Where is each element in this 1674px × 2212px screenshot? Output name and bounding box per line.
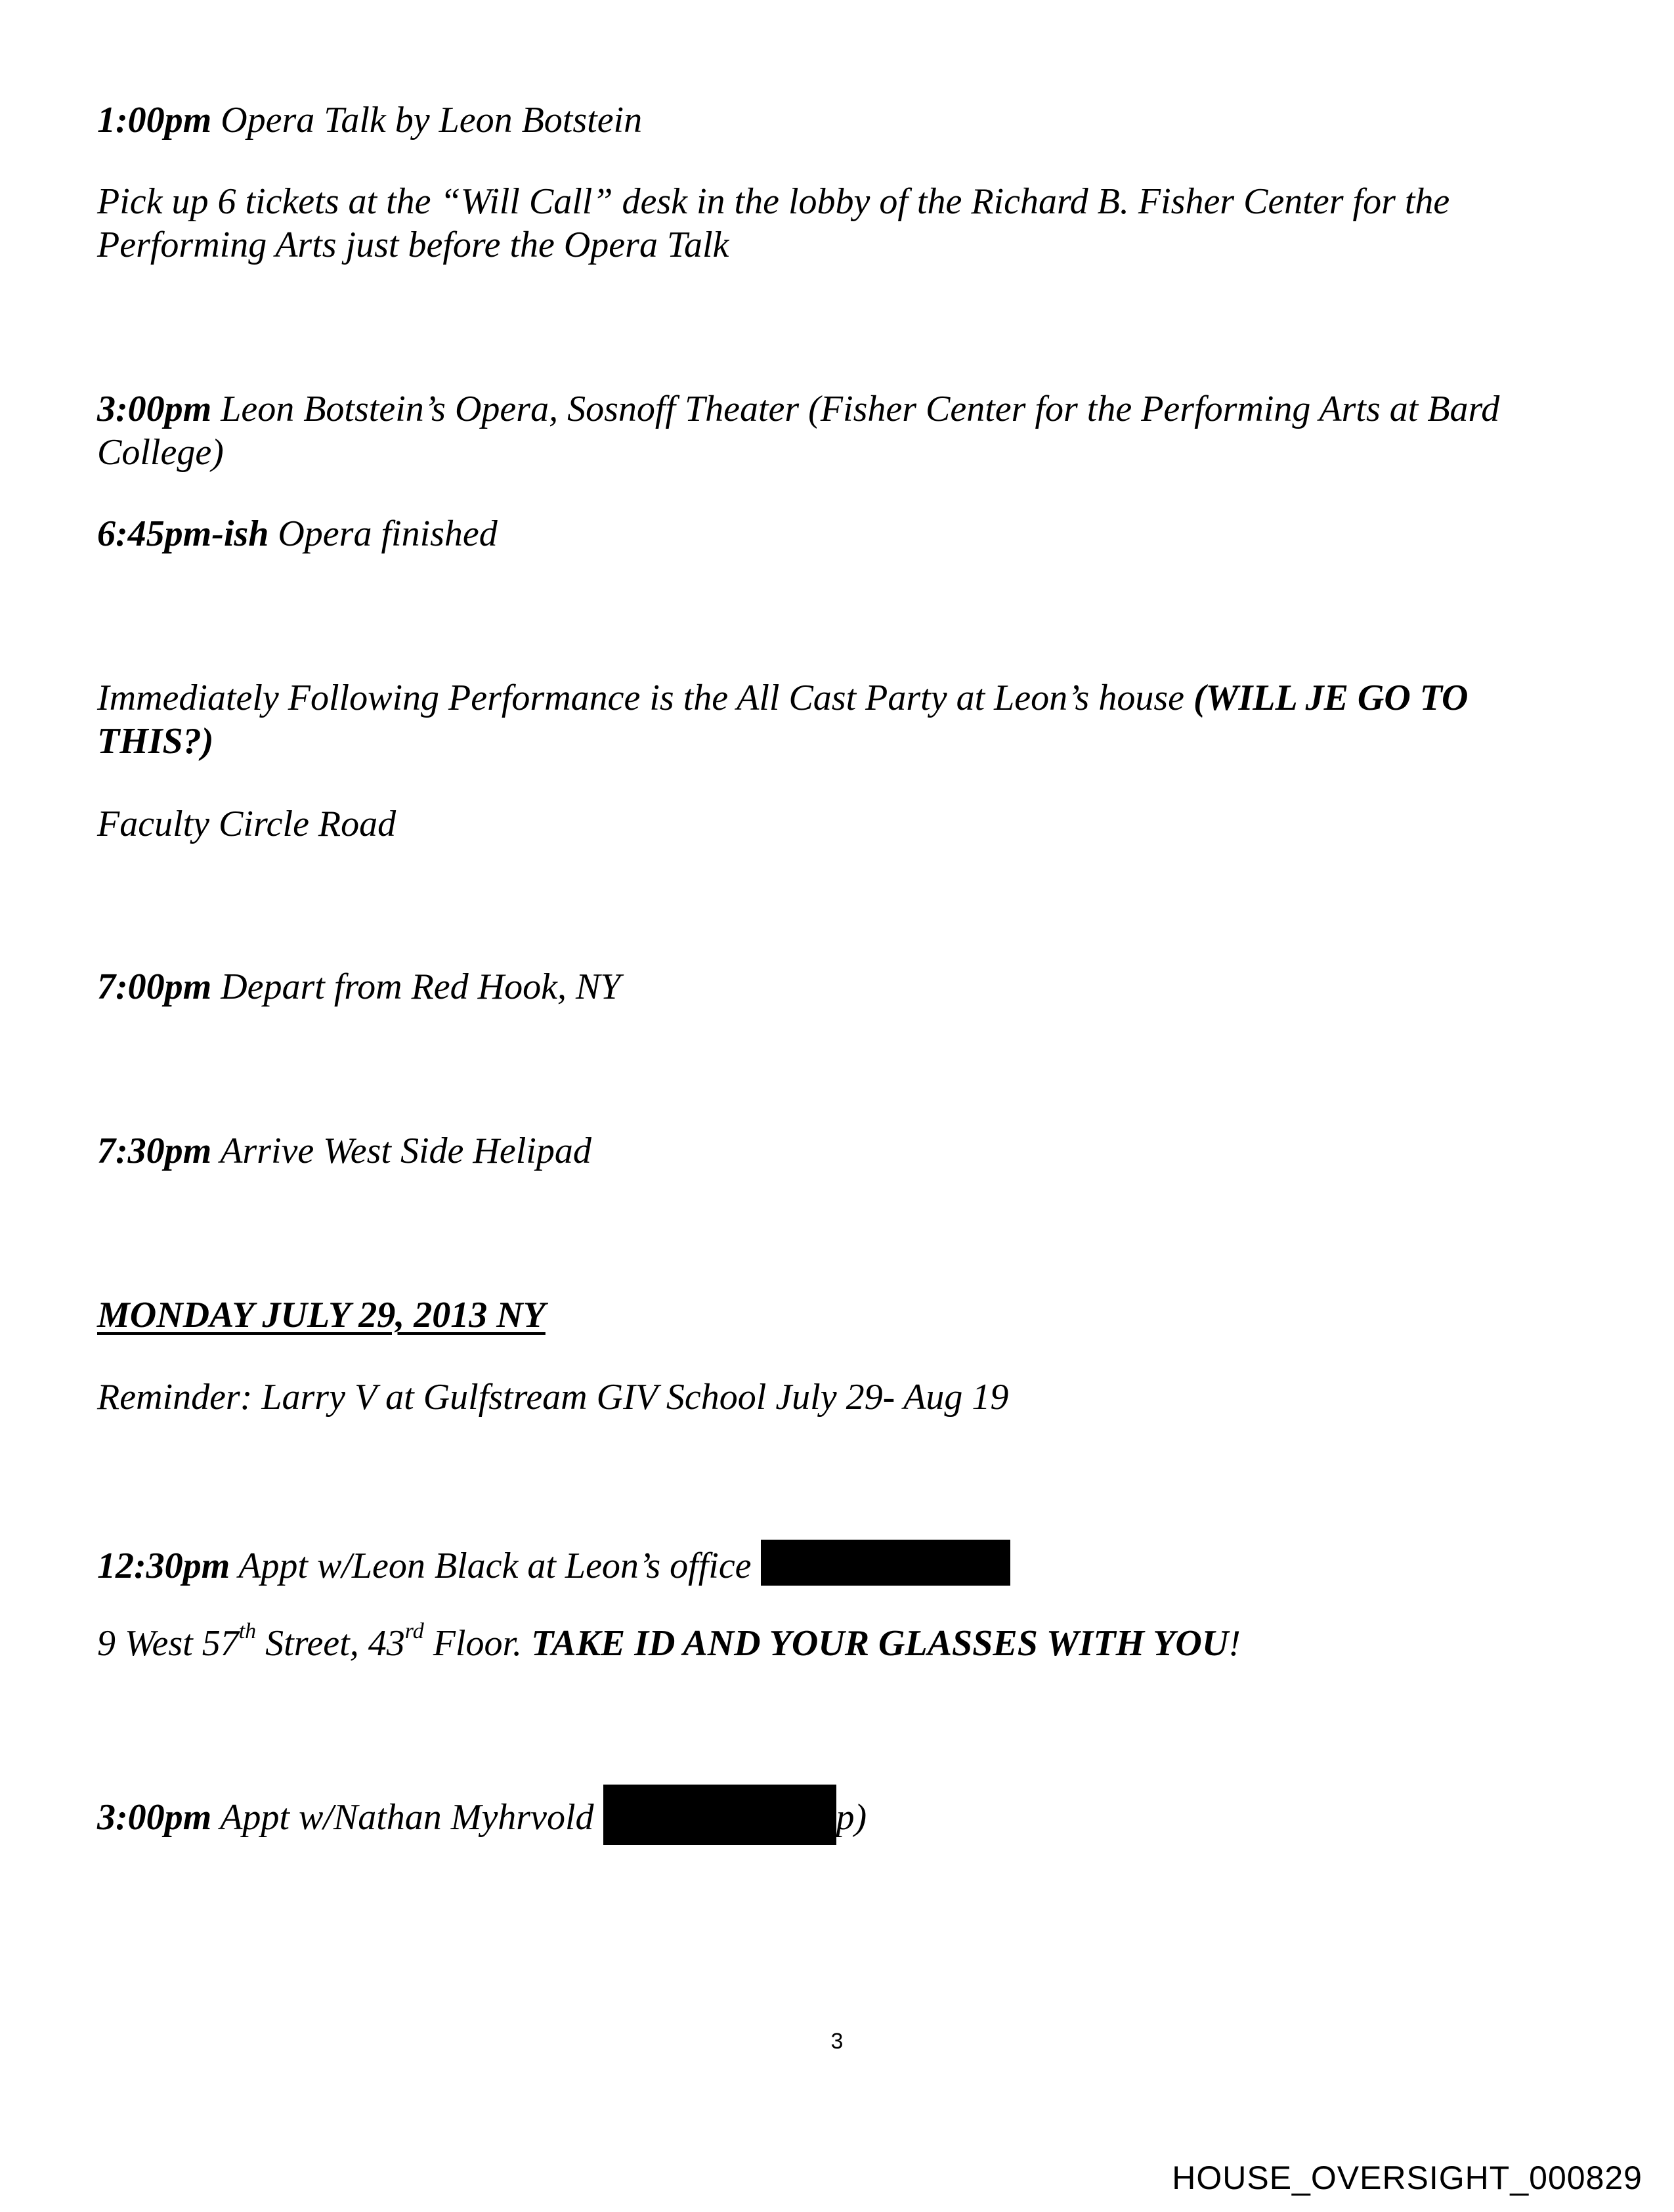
bates-number: HOUSE_OVERSIGHT_000829 xyxy=(1172,2159,1642,2196)
address-part: Floor. xyxy=(423,1623,532,1664)
day-heading: MONDAY JULY 29, 2013 NY xyxy=(97,1295,546,1335)
entry-time: 12:30pm xyxy=(97,1546,230,1586)
entry-text: Arrive West Side Helipad xyxy=(211,1131,591,1171)
entry-ticket-pickup-line-1: Pick up 6 tickets at the “Will Call” desk in the lobby of the Richard B. Fisher Center for the xyxy=(97,181,1450,222)
entry-time: 1:00pm xyxy=(97,100,212,141)
entry-arrive xyxy=(97,1129,591,1173)
entry-text: Opera Talk by Leon Botstein xyxy=(211,100,643,141)
address-part: 9 West 57 xyxy=(97,1623,239,1664)
entry-cast-party xyxy=(97,676,1468,720)
redaction-box xyxy=(603,1785,836,1845)
address-part: Street, 43 xyxy=(256,1623,405,1664)
entry-text: Appt w/Nathan Myhrvold xyxy=(211,1797,603,1838)
entry-appt-leon-black xyxy=(97,1540,1010,1588)
entry-time: 7:00pm xyxy=(97,966,212,1007)
redaction-box xyxy=(761,1540,1010,1586)
entry-ticket-pickup-line-2: Performing Arts just before the Opera Talk xyxy=(97,225,729,265)
entry-text: Immediately Following Performance is the All Cast Party at Leon’s house xyxy=(97,678,1193,718)
entry-time: 3:00pm xyxy=(97,1797,212,1838)
entry-text: Appt w/Leon Black at Leon’s office xyxy=(230,1546,761,1586)
ordinal-suffix: rd xyxy=(404,1619,424,1644)
entry-time: 7:30pm xyxy=(97,1131,212,1171)
entry-time: 6:45pm-ish xyxy=(97,513,269,554)
entry-opera-line-2: College) xyxy=(97,432,224,473)
exclamation: ! xyxy=(1228,1623,1241,1664)
ordinal-suffix: th xyxy=(238,1619,257,1644)
entry-time: 3:00pm xyxy=(97,389,212,429)
entry-office-address xyxy=(97,1619,1241,1665)
page-number: 3 xyxy=(830,2029,844,2054)
entry-opera-finished xyxy=(97,512,498,555)
entry-bold-note: (WILL JE GO TO xyxy=(1193,678,1469,718)
entry-cast-party-line-2: THIS?) xyxy=(97,721,214,762)
entry-opera xyxy=(97,387,1499,431)
entry-address: Faculty Circle Road xyxy=(97,804,397,844)
entry-text: Leon Botstein’s Opera, Sosnoff Theater (Fisher Center for the Performing Arts at Bard xyxy=(211,389,1500,429)
entry-reminder: Reminder: Larry V at Gulfstream GIV School July 29- Aug 19 xyxy=(97,1377,1009,1418)
entry-opera-talk xyxy=(97,98,642,142)
entry-bold-note: TAKE ID AND YOUR GLASSES WITH YOU xyxy=(531,1623,1229,1664)
entry-appt-myhrvold xyxy=(97,1785,867,1845)
entry-text: Opera finished xyxy=(268,513,498,554)
entry-text-after: p) xyxy=(836,1797,867,1838)
entry-text: Depart from Red Hook, NY xyxy=(211,966,621,1007)
entry-depart xyxy=(97,965,620,1008)
